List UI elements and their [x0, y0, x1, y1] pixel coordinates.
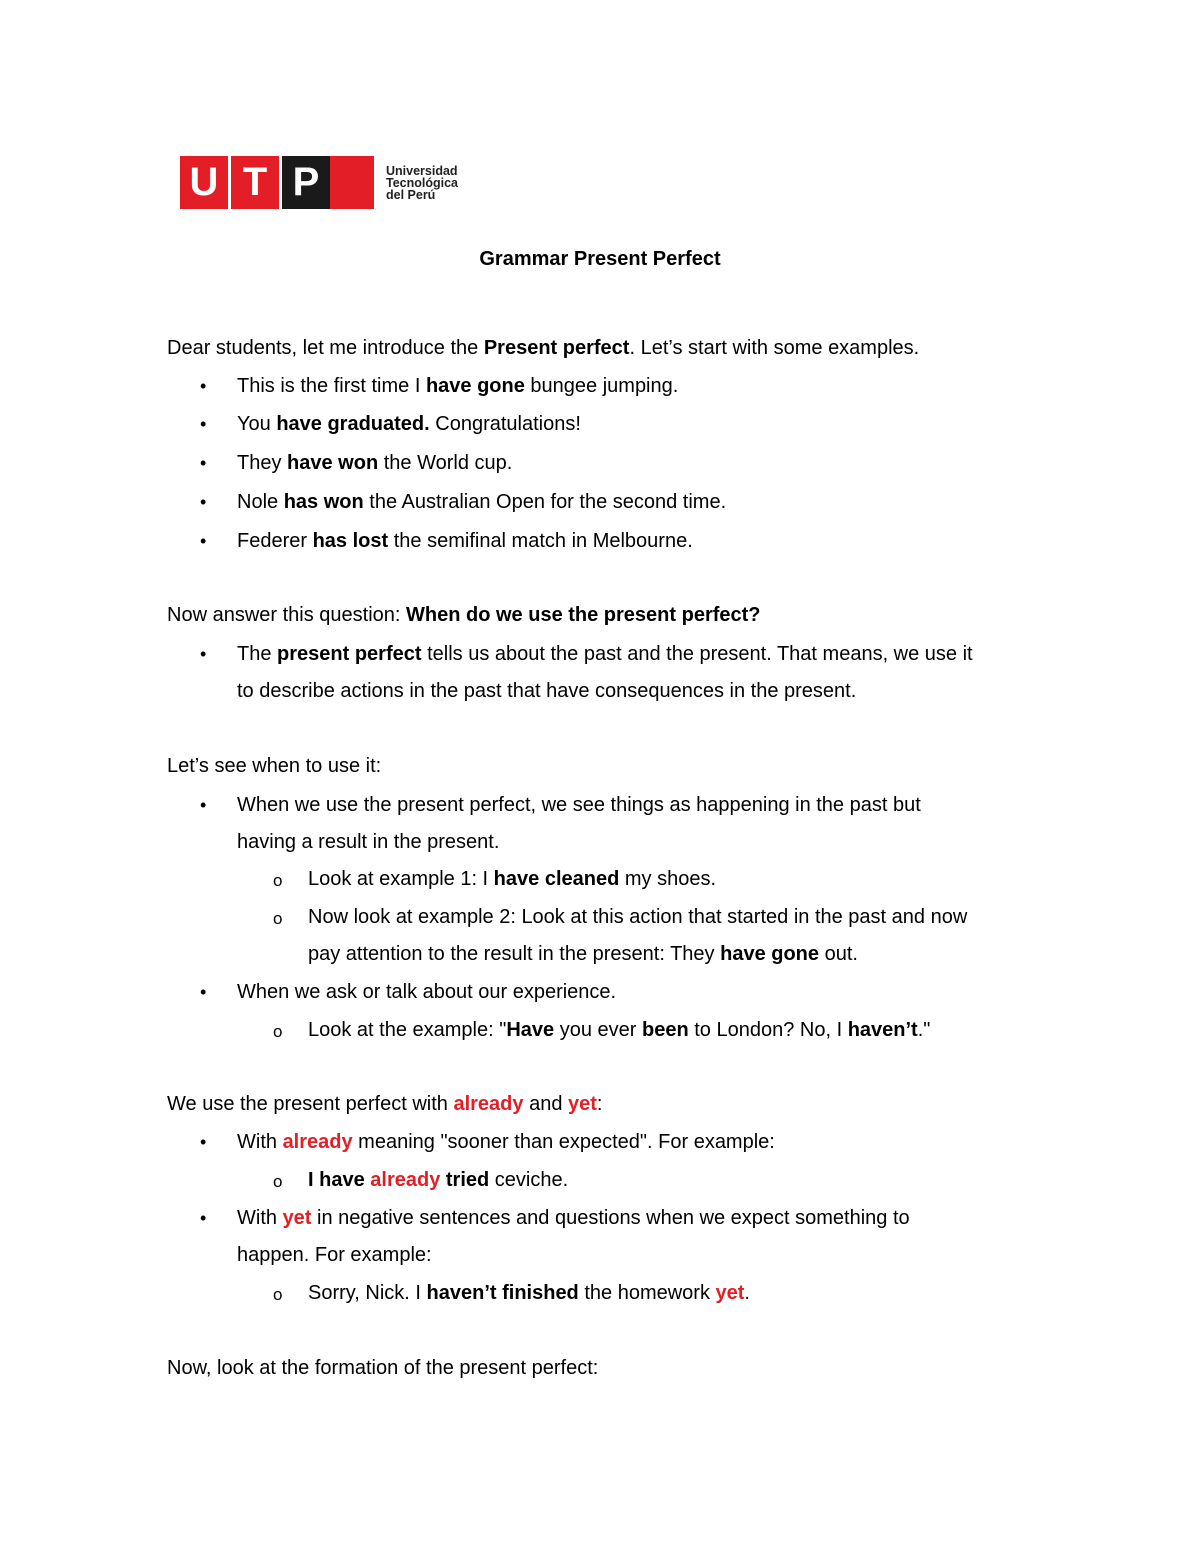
- sub-bullet-icon: o: [273, 871, 283, 890]
- sub-bullet-icon: o: [273, 1022, 283, 1041]
- bullet-icon: •: [200, 795, 207, 815]
- sub-list-item-continuation: pay attention to the result in the present: They have gone out.: [308, 943, 858, 965]
- sub-list-item: Look at example 1: I have cleaned my shoes.: [308, 868, 716, 890]
- see-when-paragraph: Let’s see when to use it:: [167, 755, 382, 777]
- bullet-icon: •: [200, 644, 207, 664]
- list-item: With already meaning "sooner than expected". For example:: [237, 1131, 775, 1153]
- list-item-continuation: to describe actions in the past that have consequences in the present.: [237, 680, 857, 702]
- list-item: This is the first time I have gone bungee jumping.: [237, 375, 679, 397]
- sub-list-item: I have already tried ceviche.: [308, 1169, 569, 1191]
- bullet-icon: •: [200, 982, 207, 1002]
- intro-paragraph: Dear students, let me introduce the Present perfect. Let’s start with some examples.: [167, 337, 920, 359]
- logo-letter-t: T: [231, 156, 279, 209]
- logo-letter-p-black: P: [282, 156, 330, 209]
- question-paragraph: Now answer this question: When do we use the present perfect?: [167, 604, 761, 626]
- logo-red-block: [330, 156, 374, 209]
- bullet-icon: •: [200, 414, 207, 434]
- utp-logo: [180, 156, 458, 209]
- sub-bullet-icon: o: [273, 909, 283, 928]
- sub-list-item: Look at the example: "Have you ever been to London? No, I haven’t.": [308, 1019, 931, 1041]
- bullet-icon: •: [200, 492, 207, 512]
- bullet-icon: •: [200, 531, 207, 551]
- page-title: Grammar Present Perfect: [479, 248, 721, 270]
- bullet-icon: •: [200, 1132, 207, 1152]
- bullet-icon: •: [200, 453, 207, 473]
- formation-paragraph: Now, look at the formation of the present perfect:: [167, 1357, 599, 1379]
- list-item: With yet in negative sentences and questions when we expect something to: [237, 1207, 910, 1229]
- logo-name-line: Tecnológica: [386, 175, 459, 190]
- logo-name-line: del Perú: [386, 187, 436, 202]
- logo-letter-u: U: [180, 156, 228, 209]
- list-item: You have graduated. Congratulations!: [237, 413, 581, 435]
- bullet-icon: •: [200, 1208, 207, 1228]
- list-item: Nole has won the Australian Open for the second time.: [237, 491, 727, 513]
- sub-list-item: Sorry, Nick. I haven’t finished the homework yet.: [308, 1282, 750, 1304]
- list-item: Federer has lost the semifinal match in Melbourne.: [237, 530, 693, 552]
- sub-bullet-icon: o: [273, 1285, 283, 1304]
- list-item: When we use the present perfect, we see things as happening in the past but: [237, 794, 921, 816]
- sub-bullet-icon: o: [273, 1172, 283, 1191]
- list-item: When we ask or talk about our experience.: [237, 981, 617, 1003]
- list-item: The present perfect tells us about the past and the present. That means, we use it: [237, 643, 973, 665]
- already-yet-paragraph: We use the present perfect with already and yet:: [167, 1093, 603, 1115]
- list-item-continuation: happen. For example:: [237, 1244, 432, 1266]
- logo-name-line: Universidad: [386, 163, 458, 178]
- logo-university-name: [386, 165, 458, 201]
- list-item: They have won the World cup.: [237, 452, 513, 474]
- list-item-continuation: having a result in the present.: [237, 831, 500, 853]
- bullet-icon: •: [200, 376, 207, 396]
- sub-list-item: Now look at example 2: Look at this action that started in the past and now: [308, 906, 968, 928]
